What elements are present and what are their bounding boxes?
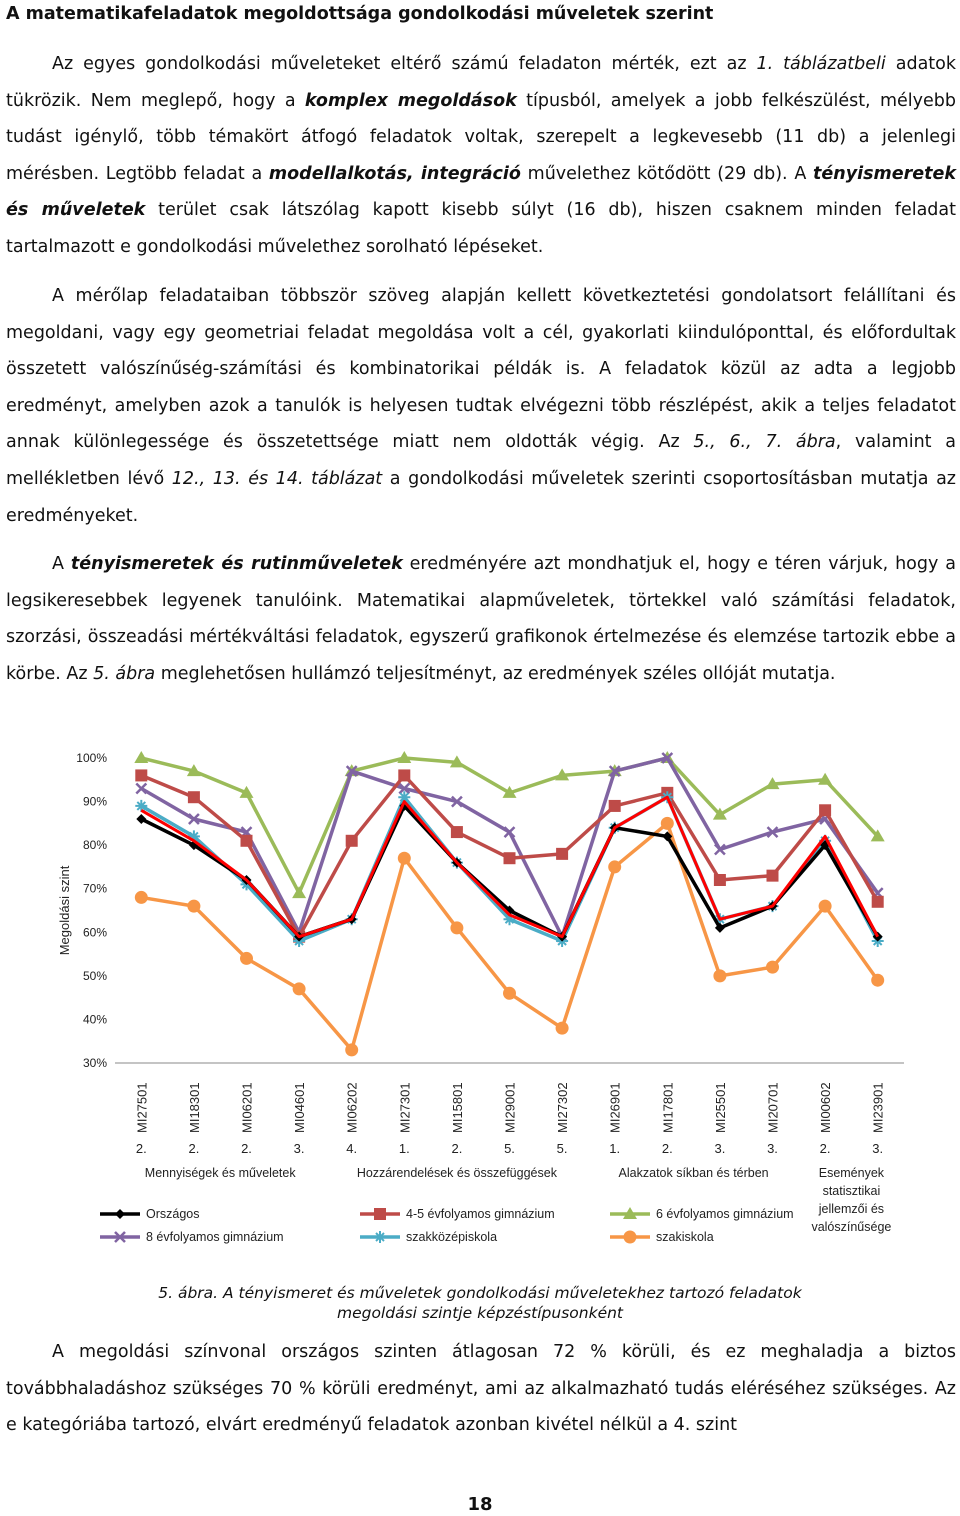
level-label: 2. [661, 1141, 673, 1156]
level-label: 3. [293, 1141, 305, 1156]
legend-marker [624, 1231, 637, 1244]
data-point [451, 826, 463, 838]
group-label: Események statisztikai jellemzői és valószínűsége [811, 1166, 892, 1234]
data-point [345, 1043, 358, 1056]
legend-marker [374, 1231, 386, 1243]
data-point [713, 969, 726, 982]
data-point [136, 784, 146, 794]
y-tick-label: 80% [82, 838, 107, 853]
y-tick-label: 50% [82, 968, 107, 983]
data-point [450, 921, 463, 934]
legend-label: Országos [146, 1207, 200, 1221]
data-point [241, 835, 253, 847]
category-label: MI27302 [555, 1082, 571, 1133]
data-point [608, 860, 621, 873]
category-label: MI29001 [502, 1082, 518, 1133]
data-point [609, 800, 621, 812]
category-label: MI00602 [818, 1082, 834, 1133]
y-tick-label: 90% [82, 794, 107, 809]
data-point [661, 817, 674, 830]
data-point [556, 1022, 569, 1035]
legend-label: szakközépiskola [406, 1230, 498, 1244]
section-heading: A matematikafeladatok megoldottsága gondolkodási műveletek szerint [6, 4, 714, 24]
paragraph-1: Az egyes gondolkodási műveleteket eltérő számú feladaton mérték, ezt az 1. táblázatbeli adatok tükrözik. Nem meglepő, hogy a komplex megoldások típusból, amelyek a jobb felkészülést, mélyebb tudást igénylő, több témakört átfogó feladatok voltak, szerepelt a legkevesebb (11 db) a jelenlegi mérésben. Legtöbb feladat a modellalkotás, integráció művelethez kötődött (29 db). A tényismeretek és műveletek terület csak látszólag kapott kisebb súlyt (16 db), hiszen csaknem minden feladat tartalmazott e gondolkodási művelethez sorolható lépéseket. [6, 54, 957, 257]
paragraph-2: A mérőlap feladataiban többször szöveg alapján kellett következtetési gondolatsort felállítani és megoldani, vagy egy geometriai feladat megoldása volt a cél, gyakorlati kiindulóponttal, és előfordultak összetett valószínűség-számítási és kombinatorikai példák is. A feladatok közül az adta a legjobb eredményt, amelyben azok a tanulók is helyesen tudtak elvégezni több részlépést, akik a teljes feladatot annak különlegessége és összetettsége miatt nem oldották végig. Az 5., 6., 7. ábra, valamint a mellékletben lévő 12., 13. és 14. táblázat a gondolkodási műveletek szerinti csoportosításban mutatja az eredményeket. [6, 286, 957, 526]
caption-line-2: megoldási szintje képzéstípusonként [336, 1304, 624, 1322]
data-point [871, 974, 884, 987]
level-label: 2. [241, 1141, 252, 1156]
data-point [767, 870, 779, 882]
y-tick-label: 100% [76, 751, 107, 765]
legend-label: 6 évfolyamos gimnázium [656, 1207, 794, 1221]
category-label: MI04601 [292, 1082, 308, 1133]
data-point [187, 900, 200, 913]
category-label: MI27301 [397, 1082, 413, 1133]
level-label: 4. [346, 1141, 358, 1156]
figure-caption [0, 1283, 960, 1323]
data-point [293, 982, 306, 995]
category-label: MI06201 [239, 1082, 255, 1133]
level-label: 3. [872, 1141, 884, 1156]
data-point [556, 848, 568, 860]
category-label: MI27501 [134, 1082, 150, 1133]
data-point [398, 852, 411, 865]
data-point [135, 769, 147, 781]
legend-marker [115, 1209, 125, 1219]
data-point [346, 835, 358, 847]
data-point [503, 987, 516, 1000]
level-label: 2. [451, 1141, 463, 1156]
data-point [766, 961, 779, 974]
group-label: Hozzárendelések és összefüggések [356, 1166, 557, 1180]
data-point [134, 751, 148, 763]
legend-marker [374, 1208, 386, 1220]
data-point [188, 791, 200, 803]
category-label: MI23901 [870, 1082, 886, 1133]
line-chart [50, 745, 910, 1255]
level-label: 3. [714, 1141, 726, 1156]
y-tick-label: 30% [82, 1056, 107, 1070]
category-label: MI06202 [344, 1082, 360, 1133]
category-label: MI25501 [712, 1082, 728, 1133]
data-point [872, 896, 884, 908]
data-point [819, 804, 831, 816]
series-line-average [141, 797, 877, 936]
data-point [504, 852, 516, 864]
y-axis-label: Megoldási szint [57, 865, 72, 956]
category-label: MI26901 [607, 1082, 623, 1133]
y-tick-label: 40% [82, 1012, 107, 1027]
level-label: 5. [504, 1141, 515, 1156]
category-label: MI20701 [765, 1082, 781, 1133]
page-number: 18 [467, 1494, 493, 1515]
level-label: 1. [398, 1141, 410, 1156]
legend-label: szakiskola [656, 1230, 714, 1244]
category-label: MI15801 [449, 1082, 465, 1133]
level-label: 2. [135, 1141, 147, 1156]
group-label: Mennyiségek és műveletek [144, 1166, 296, 1180]
legend-label: 8 évfolyamos gimnázium [146, 1230, 284, 1244]
y-tick-label: 70% [82, 881, 107, 896]
category-label: MI17801 [660, 1082, 676, 1133]
data-point [135, 891, 148, 904]
data-point [292, 886, 306, 898]
data-point [398, 769, 410, 781]
paragraph-3: A tényismeretek és rutinműveletek eredményére azt mondhatjuk el, hogy e téren várjuk, hogy a legsikeresebbek legyenek tanulóink. Matematikai alapműveletek, törtekkel való számítási feladatok, szorzási, összeadási mértékváltási feladatok, egyszerű grafikonok értelmezése és elemzése tartozik ebbe a körbe. Az 5. ábra meglehetősen hullámzó teljesítményt, az eredmények széles ollóját mutatja. [6, 554, 956, 684]
paragraph-4: A megoldási színvonal országos szinten átlagosan 72 % körüli, és ez meghaladja a biztos továbbhaladáshoz szükséges 70 % körüli eredményt, ami az alkalmazható tudás eléréséhez szükséges. Az e kategóriába tartozó, elvárt eredményű feladatok azonban kivétel nélkül a 4. szint [6, 1342, 956, 1436]
category-label: MI18301 [186, 1082, 202, 1133]
level-label: 1. [609, 1141, 621, 1156]
data-point [819, 900, 832, 913]
level-label: 2. [188, 1141, 200, 1156]
level-label: 2. [819, 1141, 831, 1156]
level-label: 5. [556, 1141, 568, 1156]
data-point [714, 874, 726, 886]
group-label: Alakzatok síkban és térben [618, 1166, 769, 1180]
data-point [240, 952, 253, 965]
y-tick-label: 60% [82, 925, 107, 940]
legend-label: 4-5 évfolyamos gimnázium [406, 1207, 555, 1221]
caption-line-1: 5. ábra. A tényismeret és műveletek gondolkodási műveletekhez tartozó feladatok [158, 1284, 802, 1302]
level-label: 3. [767, 1141, 778, 1156]
